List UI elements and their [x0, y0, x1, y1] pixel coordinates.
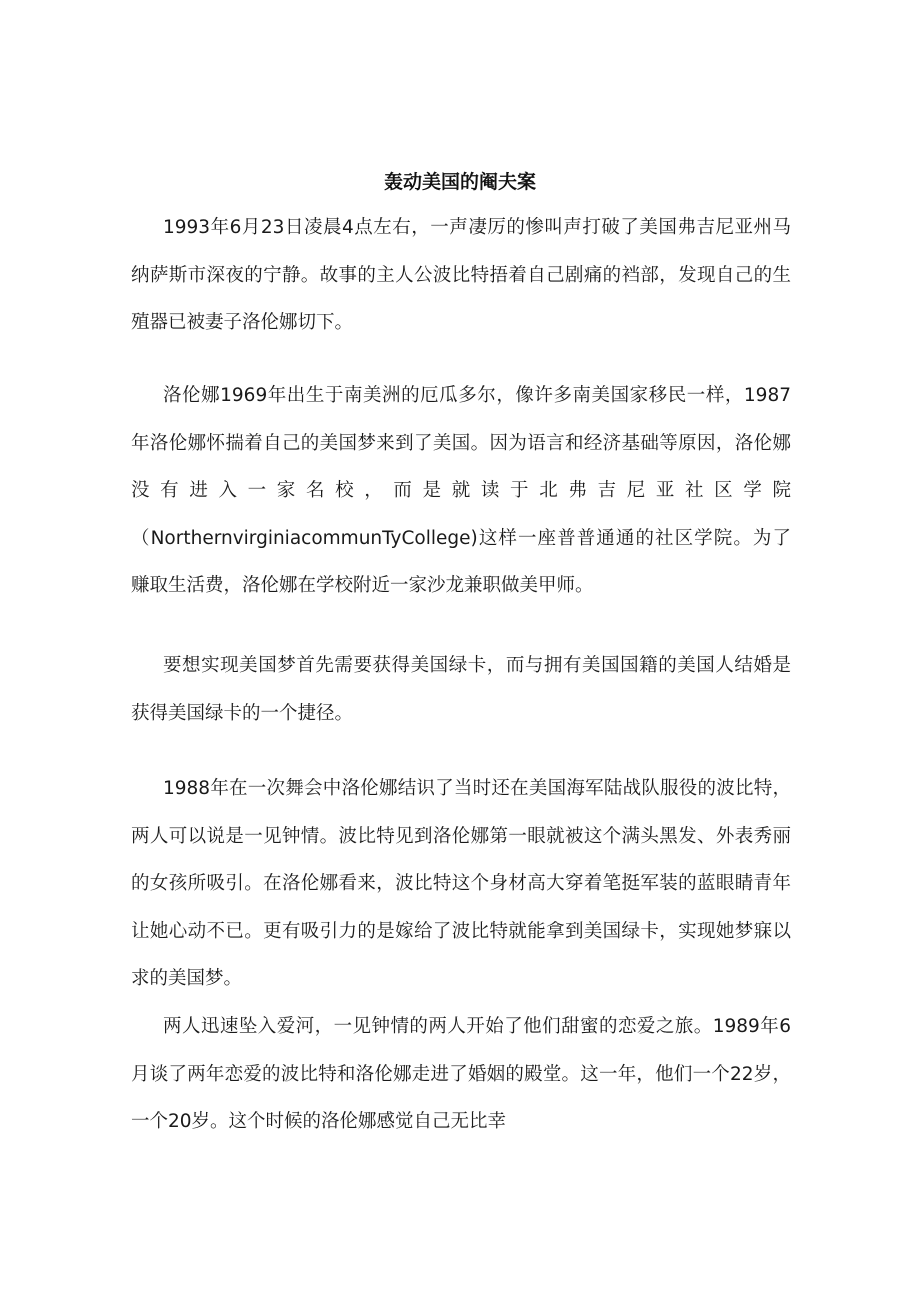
- document-title: 轰动美国的阉夫案: [383, 171, 536, 193]
- paragraph: 洛伦娜1969年出生于南美洲的厄瓜多尔，像许多南美国家移民一样，1987年洛伦娜怀揣着自己的美国梦来到了美国。因为语言和经济基础等原因，洛伦娜没有进入一家名校，而是就读于北弗吉尼亚社区学院（NorthernvirginiacommunTyCollege)这样一座普普通通的社区学院。为了赚取生活费，洛伦娜在学校附近一家沙龙兼职做美甲师。: [131, 385, 791, 596]
- paragraph: 要想实现美国梦首先需要获得美国绿卡，而与拥有美国国籍的美国人结婚是获得美国绿卡的一个捷径。: [131, 655, 791, 724]
- paragraph: 1993年6月23日凌晨4点左右，一声凄厉的惨叫声打破了美国弗吉尼亚州马纳萨斯市深夜的宁静。故事的主人公波比特捂着自己剧痛的裆部，发现自己的生殖器已被妻子洛伦娜切下。: [131, 217, 791, 333]
- paragraph: 1988年在一次舞会中洛伦娜结识了当时还在美国海军陆战队服役的波比特，两人可以说是一见钟情。波比特见到洛伦娜第一眼就被这个满头黑发、外表秀丽的女孩所吸引。在洛伦娜看来，波比特这个身材高大穿着笔挺军装的蓝眼睛青年让她心动不已。更有吸引力的是嫁给了波比特就能拿到美国绿卡，实现她梦寐以求的美国梦。: [131, 778, 791, 989]
- paragraph: 两人迅速坠入爱河，一见钟情的两人开始了他们甜蜜的恋爱之旅。1989年6月谈了两年恋爱的波比特和洛伦娜走进了婚姻的殿堂。这一年，他们一个22岁，一个20岁。这个时候的洛伦娜感觉自己无比幸: [131, 1016, 791, 1132]
